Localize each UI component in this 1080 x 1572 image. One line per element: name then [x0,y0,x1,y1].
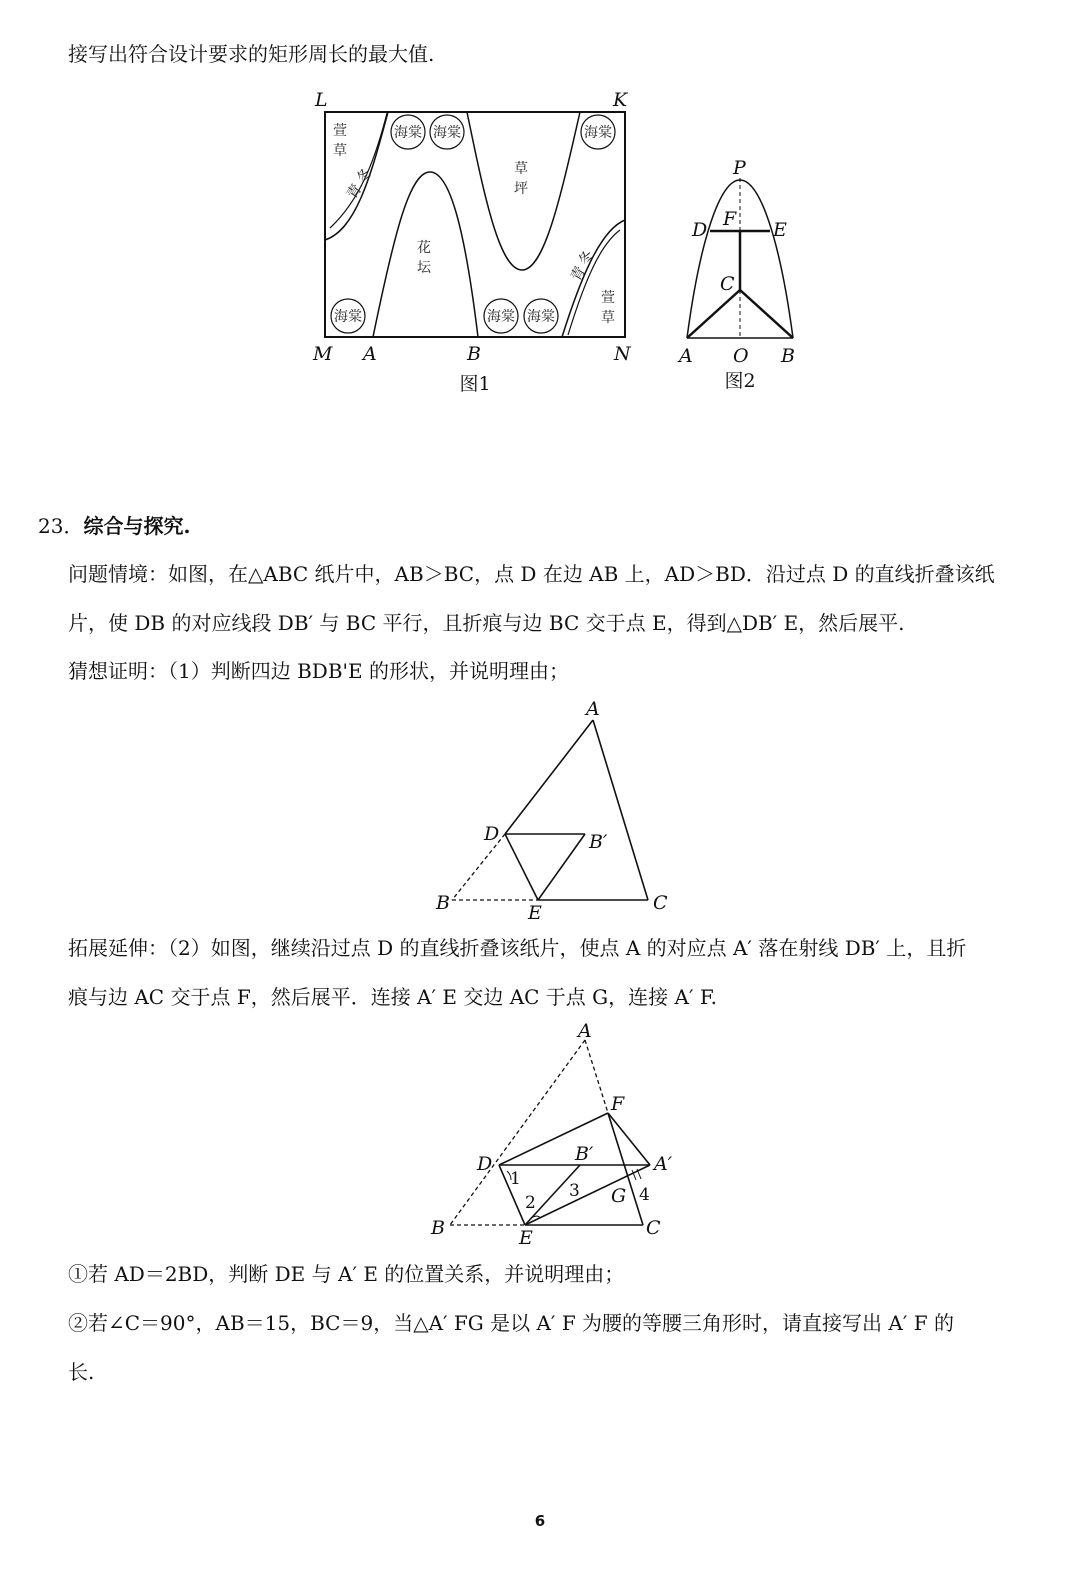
label-B: B [467,343,481,365]
page-number: 6 [534,1512,546,1530]
label-D: D [692,219,708,241]
figure-3-triangle [430,695,690,930]
q23-sub-question-2-line-2: 长. [68,1360,95,1384]
segment-AprimeE [525,1165,650,1225]
caoping-label-2: 坪 [514,181,528,197]
haitang-label: 海棠 [584,125,612,141]
label-F: F [611,1093,625,1115]
label-M: M [313,343,333,365]
label-C: C [646,1217,661,1239]
label-K: K [613,89,628,111]
xuancao-label-1: 萱 [333,123,347,139]
fig1-caption: 图1 [459,373,491,395]
label-B: B [431,1217,445,1239]
label-F: F [723,208,737,230]
q23-sub-question-1: ①若 AD＝2BD，判断 DE 与 A′ E 的位置关系，并说明理由； [68,1262,625,1286]
xuancao-label-3: 萱 [601,290,615,306]
label-A: A [679,345,693,367]
dongqing-label-3: 冬 [576,247,597,269]
label-E: E [773,219,787,241]
q23-extension-line-1: 拓展延伸：（2）如图，继续沿过点 D 的直线折叠该纸片，使点 A 的对应点 A′ 落在射线 DB′ 上，且折 [68,936,967,960]
label-N: N [614,343,631,365]
q23-extension-line-2: 痕与边 AC 交于点 F，然后展平．连接 A′ E 交边 AC 于点 G，连接 A′ F. [68,985,717,1009]
label-B: B [436,892,450,914]
huatan-label-1: 花 [417,240,431,256]
haitang-label: 海棠 [433,125,461,141]
q23-paragraph-1-line-2: 片，使 DB 的对应线段 DB′ 与 BC 平行，且折痕与边 BC 交于点 E，得到△DB′ E，然后展平. [68,611,905,635]
label-O: O [733,345,749,367]
figure-1-garden [300,80,660,400]
label-C: C [653,892,668,914]
segment-AF-dashed [585,1040,608,1113]
fig2-segment-CB [740,290,793,338]
label-G: G [611,1185,627,1207]
segment-BprimeE [538,834,585,900]
label-P: P [733,157,746,179]
label-B-prime: B′ [575,1143,594,1165]
question-23-title [38,512,190,540]
label-D: D [484,823,500,845]
angle-label-1: 1 [510,1169,521,1189]
label-E: E [519,1227,533,1249]
haitang-label: 海棠 [334,309,362,325]
xuancao-label-2: 草 [333,143,347,159]
angle-label-4: 4 [639,1185,650,1205]
haitang-label: 海棠 [487,309,515,325]
label-A: A [363,343,377,365]
question-number: 23． [38,514,84,538]
label-L: L [315,89,328,111]
dongqing-label-2: 青 [344,181,366,203]
label-E: E [528,902,542,924]
segment-FC [608,1113,643,1225]
angle-label-2: 2 [525,1193,536,1213]
haitang-label: 海棠 [527,309,555,325]
segment-DE [505,834,538,900]
q23-conjecture: 猜想证明：（1）判断四边 BDB'E 的形状，并说明理由； [68,659,569,683]
label-C: C [720,273,735,295]
label-A-prime: A′ [654,1153,673,1175]
dongqing-label-1: 冬 [354,165,376,187]
dongqing-label-4: 青 [568,263,589,285]
label-B: B [781,345,795,367]
angle-label-3: 3 [569,1181,580,1201]
fig2-caption: 图2 [724,370,756,392]
figure-4-folding [425,1020,695,1249]
q23-sub-question-2-line-1: ②若∠C＝90°，AB＝15，BC＝9，当△A′ FG 是以 A′ F 为腰的等腰三角形时，请直接写出 A′ F 的 [68,1311,954,1335]
intro-line: 接写出符合设计要求的矩形周长的最大值. [68,42,435,66]
label-B-prime: B′ [589,831,608,853]
segment-AB-dashed [450,1040,585,1225]
label-A: A [586,698,600,720]
segment-AD [505,720,593,834]
huatan-label-2: 坛 [417,260,431,276]
fig1-rectangle [325,112,625,337]
question-heading: 综合与探究. [83,514,191,538]
xuancao-label-4: 草 [601,310,615,326]
figure-2-parabola [670,150,810,400]
label-A: A [578,1020,592,1042]
label-D: D [477,1153,493,1175]
fig2-segment-CA [687,290,740,338]
segment-FAprime [608,1113,650,1165]
caoping-label-1: 草 [514,161,528,177]
q23-paragraph-1-line-1: 问题情境：如图，在△ABC 纸片中，AB＞BC，点 D 在边 AB 上，AD＞BD．沿过点 D 的直线折叠该纸 [68,562,995,586]
segment-AC [593,720,648,900]
haitang-label: 海棠 [394,125,422,141]
